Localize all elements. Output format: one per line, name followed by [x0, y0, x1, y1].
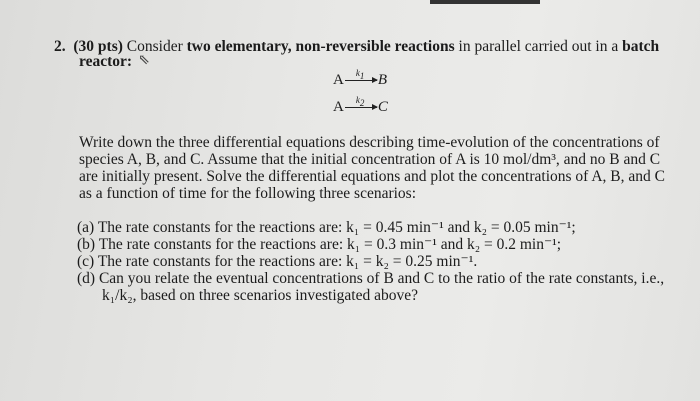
item-label: (b) — [77, 236, 96, 253]
reactant: A — [333, 72, 344, 88]
intro-text: Consider — [122, 38, 187, 55]
rate-constant: k — [355, 95, 360, 106]
list-item — [77, 270, 664, 287]
intro-text-2: in parallel carried out in a — [454, 38, 623, 55]
intro-bold: two elementary, non-reversible reactions — [186, 38, 455, 55]
paragraph-line: Write down the three differential equations describing time-evolution of the concentrations of — [79, 134, 660, 151]
arrow-icon — [345, 95, 377, 108]
item-label: (a) — [77, 219, 95, 236]
product: C — [377, 99, 388, 115]
item-text: The rate constants for the reactions are: k₁ = k₂ = 0.25 min⁻¹. — [97, 253, 478, 270]
arrow-icon — [345, 68, 377, 81]
paragraph-line: species A, B, and C. Assume that the initial concentration of A is 10 mol/dm³, and no B and C — [79, 151, 661, 168]
reaction-1 — [333, 68, 388, 89]
paragraph-line: as a function of time for the following three scenarios: — [79, 185, 417, 202]
problem-points: (30 pts) — [73, 38, 123, 55]
photo-edge — [430, 0, 540, 4]
list-item — [77, 236, 561, 253]
product: B — [377, 72, 388, 88]
rate-sub: 1 — [359, 70, 365, 81]
item-text: The rate constants for the reactions are: k₁ = 0.45 min⁻¹ and k₂ = 0.05 min⁻¹; — [97, 219, 576, 236]
rate-sub: 2 — [359, 97, 365, 108]
rate-constant: k — [355, 68, 360, 79]
list-item — [77, 219, 576, 236]
reactant: A — [333, 99, 344, 115]
item-text: The rate constants for the reactions are: k₁ = 0.3 min⁻¹ and k₂ = 0.2 min⁻¹; — [98, 236, 562, 253]
item-text: Can you relate the eventual concentrations of B and C to the ratio of the rate constants, i.e., — [98, 270, 665, 287]
paragraph-line: are initially present. Solve the differential equations and plot the concentrations of A, B, and C — [79, 168, 665, 185]
item-label: (c) — [77, 253, 95, 270]
mouse-cursor-icon: ⇖ — [138, 53, 150, 68]
item-text-continued: k₁/k₂, based on three scenarios investigated above? — [102, 287, 418, 304]
reactor-label: reactor: — [79, 53, 133, 70]
reaction-2 — [333, 95, 388, 116]
problem-number: 2. — [54, 38, 66, 55]
list-item — [77, 253, 477, 270]
intro-bold-2: batch — [622, 38, 660, 55]
item-label: (d) — [77, 270, 96, 287]
